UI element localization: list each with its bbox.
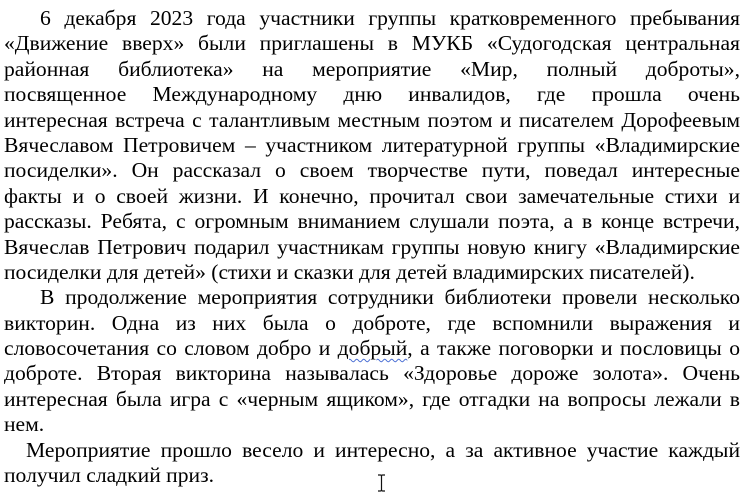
text-line: доброте. Вторая викторина называлась «Здоровье дороже золота». Очень [4, 361, 740, 386]
text-line: 6 декабря 2023 года участники группы кратковременного пребывания [40, 6, 740, 30]
text-line: получил сладкий приз. [4, 463, 215, 488]
text-line: Мероприятие прошло весело и интересно, а за активное участие каждый [26, 437, 740, 462]
spellcheck-flagged-word[interactable]: добрый [337, 336, 408, 361]
text-line: нем. [4, 412, 45, 437]
text-segment: , а также поговорки и пословицы о [407, 336, 740, 361]
text-line: «Движение вверх» были приглашены в МУКБ «Судогодская центральная [4, 31, 740, 56]
text-line-with-spellcheck [4, 336, 740, 361]
text-line: факты и о своей жизни. И конечно, прочитал свои замечательные стихи и [4, 183, 740, 208]
text-line: Вячеслав Петрович подарил участникам группы новую книгу «Владимирские [4, 234, 740, 259]
text-line: районная библиотека» на мероприятие «Мир, полный доброты», [4, 56, 740, 81]
text-line: В продолжение мероприятия сотрудники библиотеки провели несколько [40, 285, 740, 310]
text-segment: словосочетания со словом добро и [4, 336, 338, 361]
text-line: посиделки для детей» (стихи и сказки для детей владимирских писателей). [4, 259, 695, 284]
text-line: викторин. Одна из них была о доброте, где вспомнили выражения и [4, 310, 740, 335]
text-line: Вячеславом Петровичем – участником литературной группы «Владимирские [4, 132, 740, 157]
text-cursor-icon [377, 474, 386, 492]
text-line: посиделки». Он рассказал о своем творчестве пути, поведал интересные [4, 158, 740, 183]
document-body[interactable] [4, 6, 740, 488]
text-line: интересная встреча с талантливым местным поэтом и писателем Дорофеевым [4, 107, 740, 132]
text-line: интересная была игра с «черным ящиком», где отгадки на вопросы лежали в [4, 386, 740, 411]
paragraph-3 [4, 438, 740, 489]
text-line: рассказы. Ребята, с огромным вниманием слушали поэта, а в конце встречи, [4, 209, 740, 234]
text-line: посвященное Международному дню инвалидов, где прошла очень [4, 82, 740, 107]
paragraph-2 [4, 285, 740, 437]
paragraph-1 [4, 6, 740, 285]
